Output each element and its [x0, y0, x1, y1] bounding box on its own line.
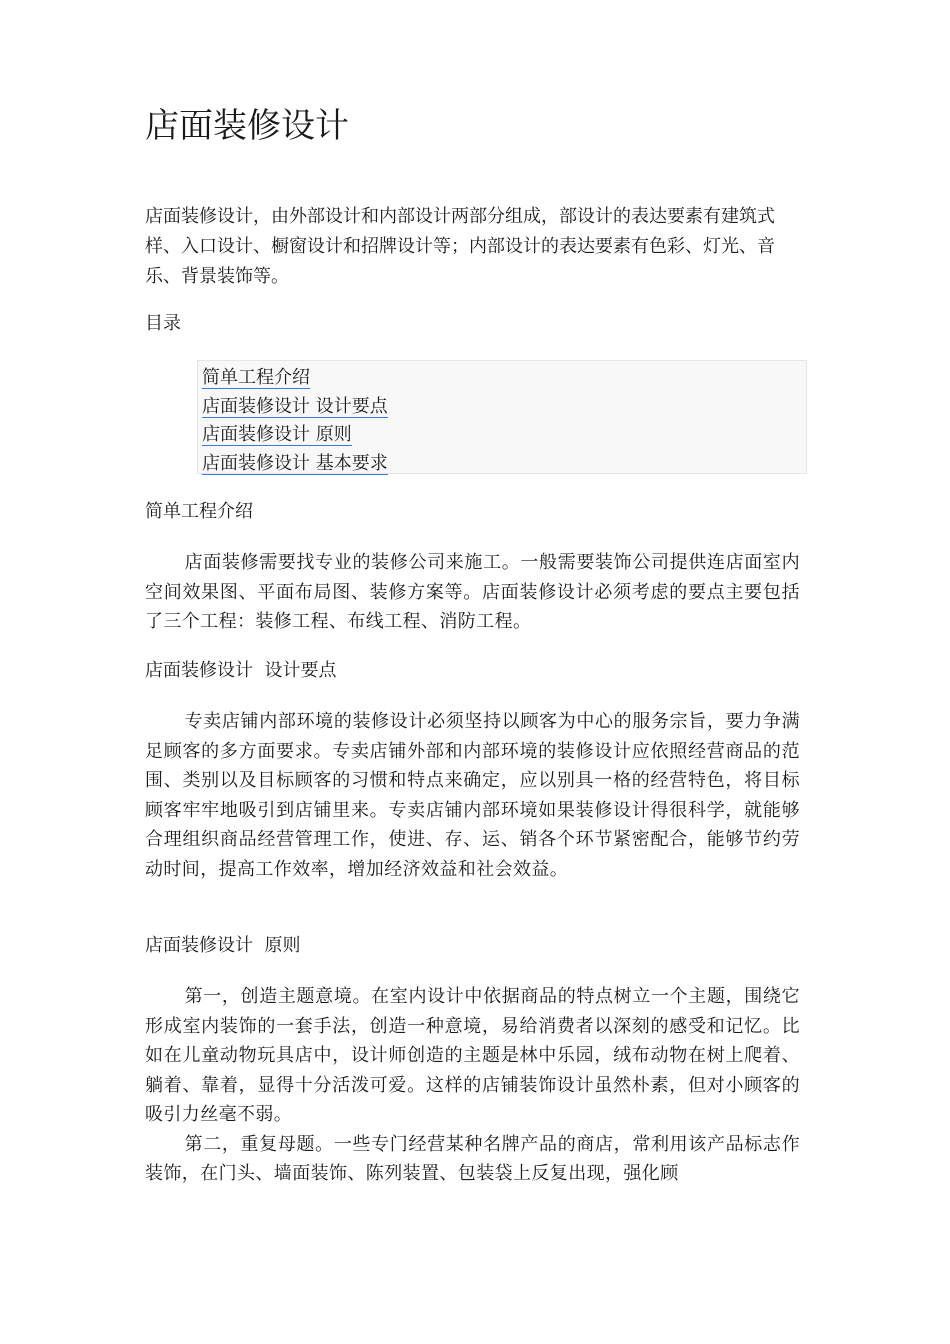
section-heading: 店面装修设计 原则	[145, 935, 301, 956]
table-of-contents	[197, 360, 807, 474]
section-paragraph: 第二，重复母题。一些专门经营某种名牌产品的商店，常利用该产品标志作装饰，在门头、墙面装饰、陈列装置、包装袋上反复出现，强化顾	[145, 1133, 800, 1184]
section-design-points	[145, 657, 800, 884]
toc-link-label: 店面装修设计 原则	[202, 424, 352, 445]
toc-link-label: 简单工程介绍	[202, 367, 310, 388]
toc-link-label: 店面装修设计 基本要求	[202, 452, 388, 474]
section-project-intro	[145, 498, 800, 637]
toc-link-principles[interactable]	[202, 421, 806, 450]
section-heading: 简单工程介绍	[145, 501, 253, 522]
intro-paragraph: 店面装修设计，由外部设计和内部设计两部分组成，部设计的表达要素有建筑式样、入口设计、橱窗设计和招牌设计等；内部设计的表达要素有色彩、灯光、音乐、背景装饰等。	[145, 206, 775, 287]
page-title: 店面装修设计	[145, 106, 349, 146]
toc-heading: 目录	[145, 313, 181, 334]
toc-link-label: 店面装修设计 设计要点	[202, 395, 388, 417]
section-paragraph: 店面装修需要找专业的装修公司来施工。一般需要装饰公司提供连店面室内空间效果图、平面布局图、装修方案等。店面装修设计必须考虑的要点主要包括了三个工程：装修工程、布线工程、消防工程。	[145, 552, 800, 632]
section-heading: 店面装修设计 设计要点	[145, 660, 337, 681]
toc-link-basic-requirements[interactable]	[202, 450, 806, 479]
toc-link-intro[interactable]	[202, 364, 806, 393]
toc-link-design-points[interactable]	[202, 393, 806, 422]
section-paragraph: 专卖店铺内部环境的装修设计必须坚持以顾客为中心的服务宗旨，要力争满足顾客的多方面要求。专卖店铺外部和内部环境的装修设计应依照经营商品的范围、类别以及目标顾客的习惯和特点来确定，应以别具一格的经营特色，将目标顾客牢牢地吸引到店铺里来。专卖店铺内部环境如果装修设计得很科学，就能够合理组织商品经营管理工作，使进、存、运、销各个环节紧密配合，能够节约劳动时间，提高工作效率，增加经济效益和社会效益。	[145, 711, 800, 880]
section-paragraph: 第一，创造主题意境。在室内设计中依据商品的特点树立一个主题，围绕它形成室内装饰的一套手法，创造一种意境，易给消费者以深刻的感受和记忆。比如在儿童动物玩具店中，设计师创造的主题是林中乐园，绒布动物在树上爬着、躺着、靠着，显得十分活泼可爱。这样的店铺装饰设计虽然朴素，但对小顾客的吸引力丝毫不弱。	[145, 986, 800, 1125]
section-principles	[145, 932, 800, 1189]
